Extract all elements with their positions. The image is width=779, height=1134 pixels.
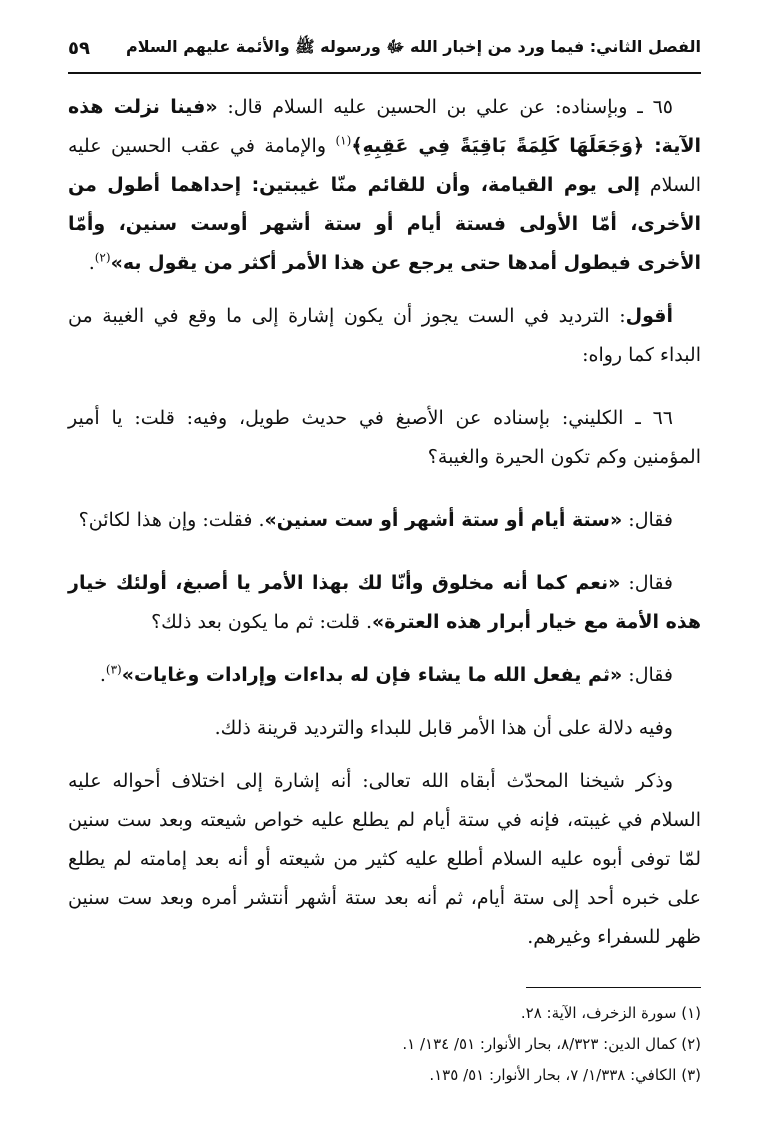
aqool-label: أقول [625,305,673,327]
running-header [68,28,701,68]
dialogue-2-lead: فقال: [620,572,674,594]
hadith-65-middle: والإمامة في عقب الحسين عليه السلام [68,135,701,196]
footnote-ref-1[interactable]: (١) [335,133,352,148]
hadith-65-quote-start: «فينا نزلت هذه الآية: ﴿وَجَعَلَهَا كَلِمَةً بَاقِيَةً فِي عَقِبِهِ﴾ [68,96,701,157]
header-divider [68,72,701,74]
chapter-title: الفصل الثاني: فيما ورد من إخبار الله ﷻ ورسوله ﷺ والأئمة عليهم السلام [126,36,701,56]
hadith-66 [68,399,701,477]
dialogue-3 [68,656,701,695]
footnote-divider [526,987,701,988]
dialogue-1-reply: . فقلت: وإن هذا لكائن؟ [78,509,265,531]
dialogue-2-quote: «نعم كما أنه مخلوق وأنّا لك بهذا الأمر يا أصبغ، أولئك خيار هذه الأمة مع خيار أبرار هذه العترة» [68,572,701,633]
footnote-3: (٣) الكافي: ١/٣٣٨/ ٧، بحار الأنوار: ٥١/ ١٣٥. [429,1066,701,1084]
sheikh-text: وذكر شيخنا المحدّث أبقاه الله تعالى: أنه إشارة إلى اختلاف أحواله عليه السلام في غيبته، فإنه في ستة أيام لم يطلع عليه خواص شيعته وبعد ست سنين لمّا توفى أبوه عليه السلام أطلع عليه كثير من شيعته أو أنه بعد إمامته لم يطلع على خبره أحد إلى ستة أيام، ثم أنه بعد ستة أشهر أنتشر أمره وبعد ست سنين ظهر للسفراء وغيرهم. [68,770,701,948]
dialogue-1 [68,501,701,540]
commentary-aqool [68,297,701,375]
dalala-text: وفيه دلالة على أن هذا الأمر قابل للبداء والترديد قرينة ذلك. [214,717,673,739]
footnote-ref-3[interactable]: (٣) [105,662,122,677]
dialogue-2 [68,564,701,642]
hadith-65 [68,88,701,283]
commentary-dalala [68,709,701,748]
hadith-66-text: ٦٦ ـ الكليني: بإسناده عن الأصبغ في حديث طويل، وفيه: قلت: يا أمير المؤمنين وكم تكون الحيرة والغيبة؟ [68,407,701,468]
dialogue-1-lead: فقال: [622,509,673,531]
dialogue-3-quote: «ثم يفعل الله ما يشاء فإن له بداءات وإرادات وغايات» [121,664,623,686]
footnote-2: (٢) كمال الدين: ٨/٣٢٣، بحار الأنوار: ٥١/ ١٣٤/ ١. [402,1035,701,1053]
footnote-1: (١) سورة الزخرف، الآية: ٢٨. [520,1004,701,1022]
footnote-ref-2[interactable]: (٢) [94,250,111,265]
dialogue-2-reply: . قلت: ثم ما يكون بعد ذلك؟ [151,611,373,633]
footnotes [200,998,701,1091]
commentary-sheikh [68,762,701,957]
dialogue-1-quote: «ستة أيام أو ستة أشهر أو ست سنين» [264,509,623,531]
dialogue-3-lead: فقال: [622,664,673,686]
hadith-65-intro: ٦٥ ـ وبإسناده: عن علي بن الحسين عليه السلام قال: [217,96,673,118]
dialogue-3-period: . [99,664,106,686]
page-number: ٥٩ [68,37,90,59]
hadith-65-period: . [88,252,95,274]
main-text [68,88,701,981]
aqool-text: : الترديد في الست يجوز أن يكون إشارة إلى ما وقع في الغيبة من البداء كما رواه: [68,305,701,366]
hadith-65-quote-end: إلى يوم القيامة، وأن للقائم منّا غيبتين: إحداهما أطول من الأخرى، أمّا الأولى فستة أيام أو ستة أشهر أوست سنين، وأمّا الأخرى فيطول أمدها حتى يرجع عن هذا الأمر أكثر من يقول به» [68,174,701,274]
